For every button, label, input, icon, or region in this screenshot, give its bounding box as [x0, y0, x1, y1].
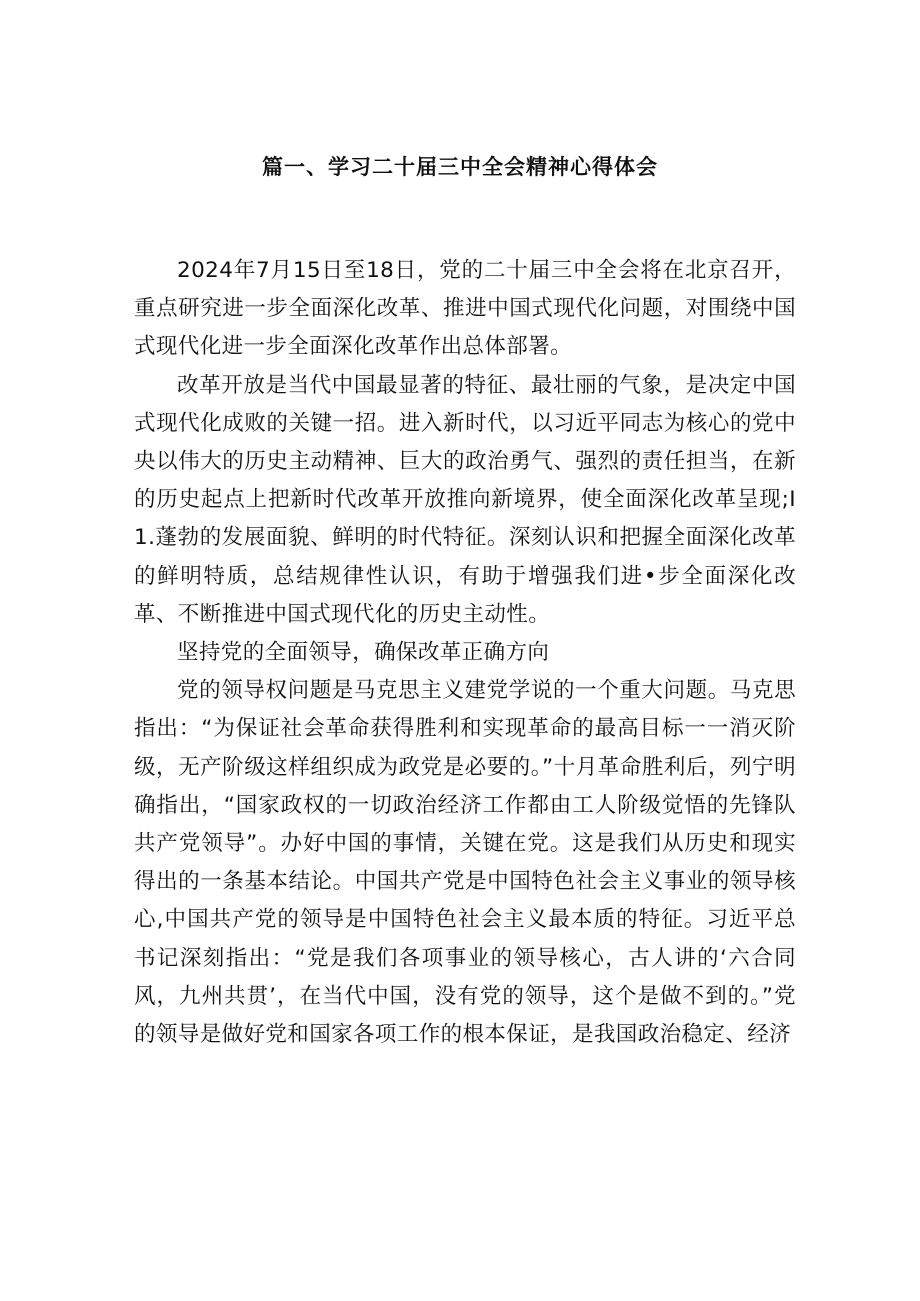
document-title: 篇一、学习二十届三中全会精神心得体会: [262, 155, 658, 179]
paragraph-reform-opening: 改革开放是当代中国最显著的特征、最壮丽的气象，是决定中国式现代化成败的关键一招。进入新时代，以习近平同志为核心的党中央以伟大的历史主动精神、巨大的政治勇气、强烈的责任担当，在新的历史起点上把新时代改革开放推向新境界，使全面深化改革呈现;I1.蓬勃的发展面貌、鲜明的时代特征。深刻认识和把握全面深化改革的鲜明特质，总结规律性认识，有助于增强我们进•步全面深化改革、不断推进中国式现代化的历史主动性。: [134, 372, 796, 627]
paragraph-party-leadership: 党的领导权问题是马克思主义建党学说的一个重大问题。马克思指出：“为保证社会革命获得胜利和实现革命的最高目标一一消灭阶级，无产阶级这样组织成为政党是必要的。”十月革命胜利后，列宁明确指出，“国家政权的一切政治经济工作都由工人阶级觉悟的先锋队共产党领导”。办好中国的事情，关键在党。这是我们从历史和现实得出的一条基本结论。中国共产党是中国特色社会主义事业的领导核心,中国共产党的领导是中国特色社会主义最本质的特征。习近平总书记深刻指出：“党是我们各项事业的领导核心，古人讲的‘六合同风，九州共贯’，在当代中国，没有党的领导，这个是做不到的。”党的领导是做好党和国家各项工作的根本保证，是我国政治稳定、经济: [134, 678, 796, 1048]
section-heading-party-leadership: 坚持党的全面领导，确保改革正确方向: [177, 640, 550, 666]
paragraph-meeting-announcement: 2024年7月15日至18日，党的二十届三中全会将在北京召开，重点研究进一步全面深化改革、推进中国式现代化问题，对围绕中国式现代化进一步全面深化改革作出总体部署。: [134, 258, 796, 360]
document-body: [134, 252, 796, 1054]
